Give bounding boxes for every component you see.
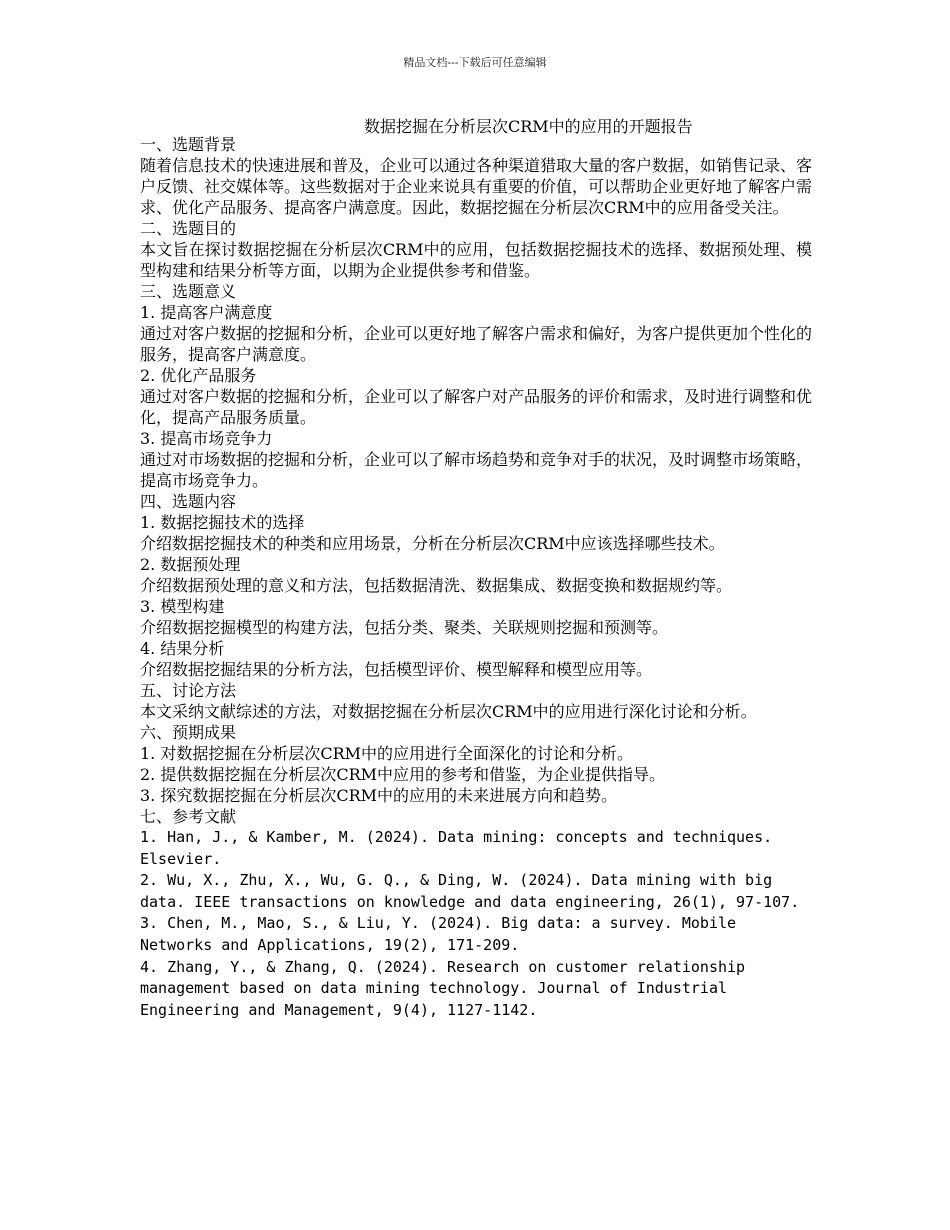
item-text: 通过对市场数据的挖掘和分析，企业可以了解市场趋势和竞争对手的状况，及时调整市场策略，提高市场竞争力。 xyxy=(140,450,813,490)
document-title: 数据挖掘在分析层次CRM中的应用的开题报告 xyxy=(364,117,693,136)
section-heading-background: 一、选题背景 xyxy=(140,135,237,154)
list-item: 1. 对数据挖掘在分析层次CRM中的应用进行全面深化的讨论和分析。 xyxy=(140,744,634,763)
document-body xyxy=(140,134,812,1021)
reference-item: 2. Wu, X., Zhu, X., Wu, G. Q., & Ding, W. (2024). Data mining with big data. IEEE transactions on knowledge and data engineering, 26(1), 97-107. xyxy=(140,871,800,911)
reference-item: 3. Chen, M., Mao, S., & Liu, Y. (2024). Big data: a survey. Mobile Networks and Applications, 19(2), 171-209. xyxy=(140,914,737,954)
item-title: 3. 提高市场竞争力 xyxy=(140,429,273,448)
reference-item: 4. Zhang, Y., & Zhang, Q. (2024). Research on customer relationship management based on data mining technology. Journal of Industrial Engineering and Management, 9(4), 1127-1142. xyxy=(140,957,746,1019)
item-text: 通过对客户数据的挖掘和分析，企业可以了解客户对产品服务的评价和需求，及时进行调整和优化，提高产品服务质量。 xyxy=(140,387,813,427)
section-paragraph-background: 随着信息技术的快速进展和普及，企业可以通过各种渠道猎取大量的客户数据，如销售记录、客户反馈、社交媒体等。这些数据对于企业来说具有重要的价值，可以帮助企业更好地了解客户需求、优化产品服务、提高客户满意度。因此，数据挖掘在分析层次CRM中的应用备受关注。 xyxy=(140,156,813,217)
item-title: 4. 结果分析 xyxy=(140,639,225,658)
item-title: 3. 模型构建 xyxy=(140,597,225,616)
page-header: 精品文档---下载后可任意编辑 xyxy=(403,56,547,69)
item-text: 介绍数据挖掘技术的种类和应用场景，分析在分析层次CRM中应该选择哪些技术。 xyxy=(140,534,725,553)
item-text: 通过对客户数据的挖掘和分析，企业可以更好地了解客户需求和偏好，为客户提供更加个性化的服务，提高客户满意度。 xyxy=(140,324,813,364)
item-title: 2. 优化产品服务 xyxy=(140,366,257,385)
item-title: 1. 数据挖掘技术的选择 xyxy=(140,513,305,532)
item-title: 2. 数据预处理 xyxy=(140,555,241,574)
item-title: 1. 提高客户满意度 xyxy=(140,303,273,322)
item-text: 介绍数据挖掘结果的分析方法，包括模型评价、模型解释和模型应用等。 xyxy=(140,660,653,679)
section-heading-method: 五、讨论方法 xyxy=(140,681,237,700)
item-text: 介绍数据预处理的意义和方法，包括数据清洗、数据集成、数据变换和数据规约等。 xyxy=(140,576,733,595)
section-paragraph-method: 本文采纳文献综述的方法，对数据挖掘在分析层次CRM中的应用进行深化讨论和分析。 xyxy=(140,702,757,721)
section-heading-references: 七、参考文献 xyxy=(140,807,237,826)
list-item: 2. 提供数据挖掘在分析层次CRM中应用的参考和借鉴，为企业提供指导。 xyxy=(140,765,666,784)
section-heading-outcomes: 六、预期成果 xyxy=(140,723,237,742)
section-heading-significance: 三、选题意义 xyxy=(140,282,237,301)
section-paragraph-purpose: 本文旨在探讨数据挖掘在分析层次CRM中的应用，包括数据挖掘技术的选择、数据预处理、模型构建和结果分析等方面，以期为企业提供参考和借鉴。 xyxy=(140,240,812,280)
list-item: 3. 探究数据挖掘在分析层次CRM中的应用的未来进展方向和趋势。 xyxy=(140,786,618,805)
reference-list xyxy=(140,827,812,1021)
reference-item: 1. Han, J., & Kamber, M. (2024). Data mining: concepts and techniques. Elsevier. xyxy=(140,828,773,868)
section-heading-purpose: 二、选题目的 xyxy=(140,219,237,238)
item-text: 介绍数据挖掘模型的构建方法，包括分类、聚类、关联规则挖掘和预测等。 xyxy=(140,618,669,637)
section-heading-content: 四、选题内容 xyxy=(140,492,237,511)
